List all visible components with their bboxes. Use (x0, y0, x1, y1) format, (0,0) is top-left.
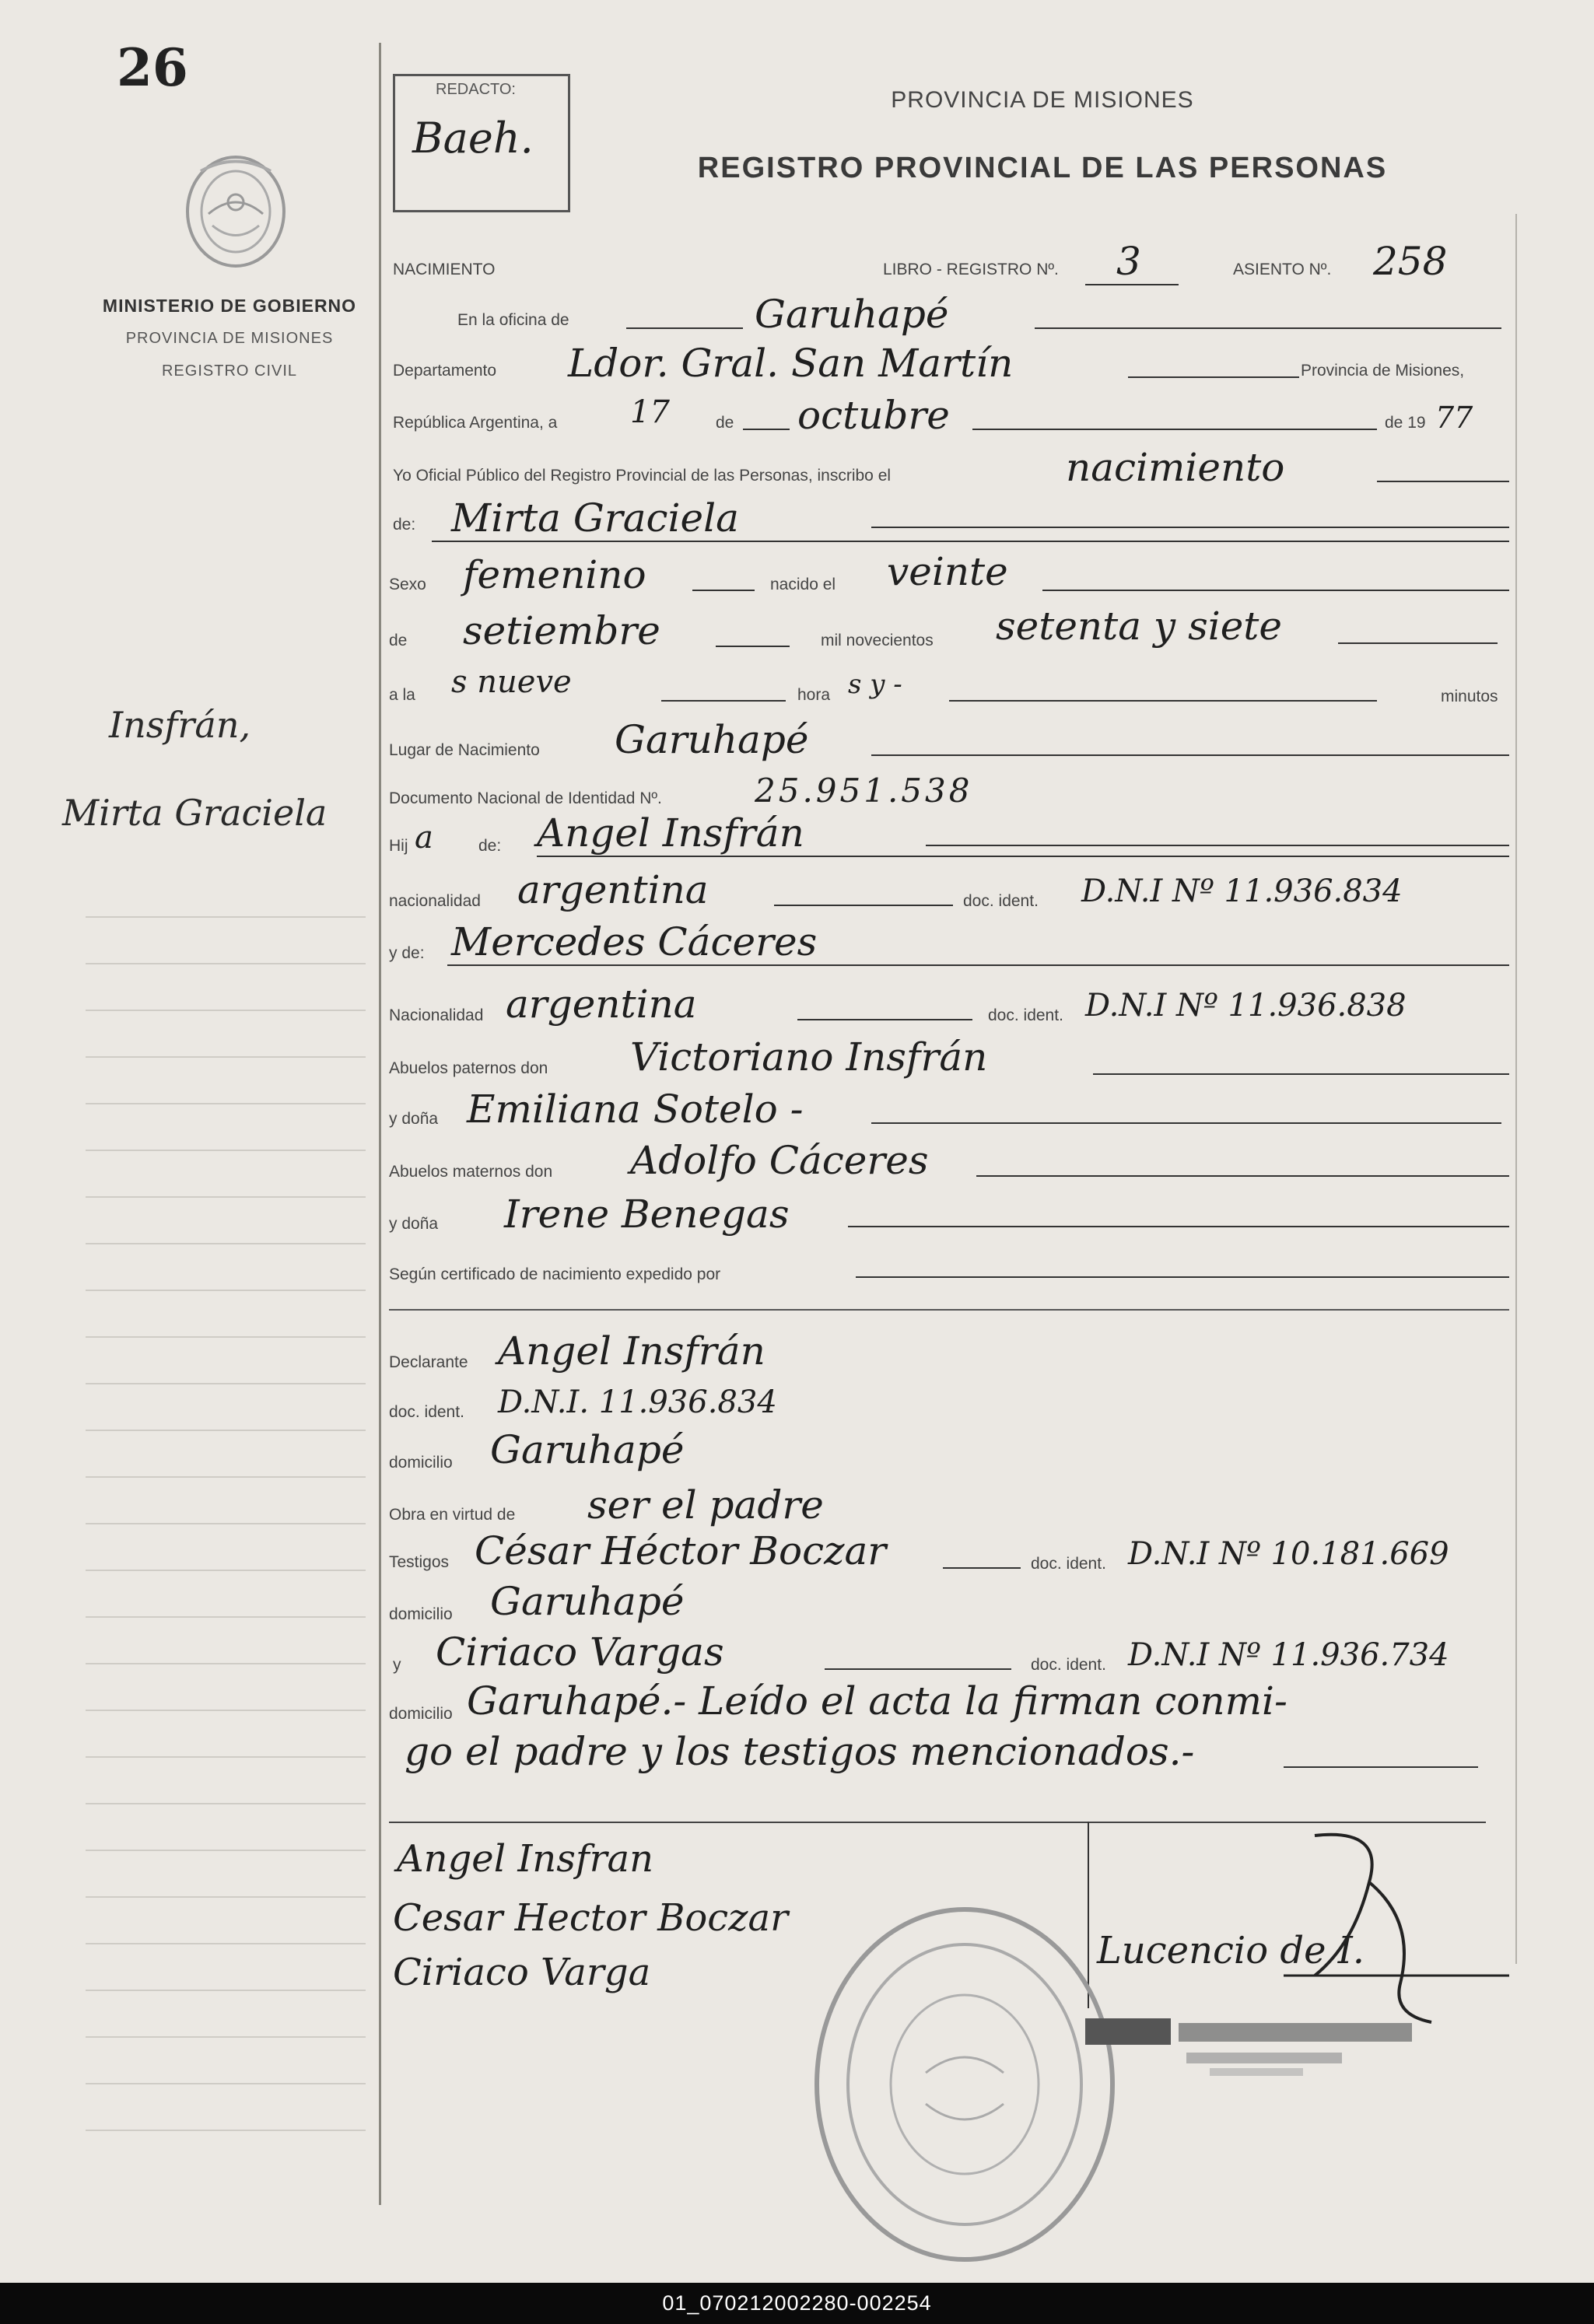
minutos-label: minutos (1441, 688, 1498, 705)
yo-oficial-label: Yo Oficial Público del Registro Provincial de las Personas, inscribo el (393, 467, 892, 485)
nacionalidad1-label: nacionalidad (389, 892, 481, 910)
row-closing (389, 1729, 1513, 1785)
signature-testigo-1: Cesar Hector Boczar (393, 1896, 789, 1940)
row-nacionalidad-padre (389, 867, 1513, 922)
y-label: y (393, 1656, 401, 1674)
row-nacionalidad-madre (389, 982, 1513, 1036)
anio-value: 77 (1435, 401, 1473, 435)
de2-label: de: (393, 516, 416, 534)
obra-value: ser el padre (587, 1482, 824, 1528)
nacionalidad1-dash (774, 905, 953, 906)
padre-dash (926, 845, 1509, 846)
mes-nac-value: setiembre (463, 608, 660, 653)
coat-of-arms-icon (177, 148, 294, 276)
abuelo-m-dash (976, 1175, 1509, 1177)
de-label: de (716, 414, 734, 432)
oficina-value: Garuhapé (755, 292, 949, 337)
row-dni (389, 770, 1513, 817)
nacionalidad1-value: argentina (517, 867, 709, 912)
testigo2-dash (825, 1668, 1011, 1670)
dia-value: 17 (630, 394, 670, 430)
departamento-dash (1128, 376, 1299, 378)
nombre-dash (871, 527, 1509, 528)
docident4-value: D.N.I Nº 10.181.669 (1128, 1536, 1449, 1572)
de-anio-label: de 19 (1385, 414, 1426, 432)
abuela-m-dash (848, 1226, 1509, 1227)
inscribo-value: nacimiento (1066, 445, 1285, 490)
margin-note-surname: Insfrán, (109, 704, 251, 746)
padre-value: Angel Insfrán (537, 810, 804, 856)
redacto-label: REDACTO: (436, 81, 516, 98)
madre-underline (447, 964, 1509, 966)
asiento-label: ASIENTO Nº. (1233, 261, 1332, 278)
signature-separator (389, 1822, 1486, 1823)
de4-label: de: (478, 837, 502, 855)
departamento-label: Departamento (393, 362, 497, 380)
abuela-m-value: Irene Benegas (504, 1192, 790, 1237)
oficina-dash-left (626, 327, 743, 329)
row-doc-declarante (389, 1386, 1513, 1433)
obra-label: Obra en virtud de (389, 1506, 516, 1524)
domicilio2-label: domicilio (389, 1605, 453, 1623)
mes-value: octubre (797, 393, 950, 438)
row-nombre (389, 495, 1513, 548)
domicilio3-label: domicilio (389, 1705, 453, 1723)
ydona2-label: y doña (389, 1215, 439, 1233)
anio-nac-dash (1338, 642, 1498, 644)
nacimiento-label: NACIMIENTO (393, 261, 496, 278)
abuelo-p-dash (1093, 1073, 1509, 1075)
nombre-underline (432, 541, 1509, 542)
testigos-label: Testigos (389, 1553, 450, 1571)
row-madre (389, 919, 1513, 972)
libro-label: LIBRO - REGISTRO Nº. (883, 261, 1059, 278)
hij-value: a (415, 820, 433, 856)
row-libro (389, 239, 1513, 299)
header-province: PROVINCIA DE MISIONES (891, 87, 1194, 113)
yde-label: y de: (389, 944, 425, 962)
closing-value: go el padre y los testigos mencionados.- (405, 1729, 1195, 1774)
official-stamp-icon (809, 1902, 1120, 2267)
ala-dash (661, 700, 786, 702)
asiento-value: 258 (1373, 239, 1448, 284)
redacto-initials: Baeh. (412, 114, 534, 163)
row-sexo (389, 549, 1513, 605)
row-oficina (389, 292, 1513, 346)
libro-line (1085, 284, 1179, 285)
page-number: 26 (117, 37, 188, 98)
abuelos-p-label: Abuelos paternos don (389, 1059, 548, 1077)
ydona1-label: y doña (389, 1110, 439, 1128)
row-abuela-paterna (389, 1087, 1513, 1139)
row-declarante (389, 1328, 1513, 1383)
signature-declarante: Angel Insfran (397, 1837, 654, 1881)
lugar-dash (871, 754, 1509, 756)
row-hora (389, 664, 1513, 716)
ministry-office: REGISTRO CIVIL (161, 362, 298, 380)
hora-dash (949, 700, 1377, 702)
ala-value: s nueve (451, 664, 572, 700)
libro-value: 3 (1116, 239, 1141, 284)
row-domicilio-testigo-1 (389, 1579, 1513, 1633)
row-certificado (389, 1248, 1513, 1295)
declarante-label: Declarante (389, 1353, 468, 1371)
margin-rule (379, 43, 381, 2205)
mil-label: mil novecientos (821, 632, 934, 649)
margin-note-given-name: Mirta Graciela (62, 792, 328, 834)
lugar-label: Lugar de Nacimiento (389, 741, 540, 759)
segun-dash (856, 1276, 1509, 1278)
footer-id: 01_070212002280-002254 (0, 2283, 1594, 2324)
abuela-p-dash (871, 1122, 1501, 1124)
nombre-value: Mirta Graciela (451, 495, 739, 541)
closing-dash (1284, 1766, 1478, 1768)
anio-nac-value: setenta y siete (996, 604, 1282, 649)
row-padre (389, 810, 1513, 863)
nacionalidad2-value: argentina (506, 982, 697, 1027)
docident5-label: doc. ident. (1031, 1656, 1106, 1674)
declarante-value: Angel Insfrán (498, 1328, 765, 1374)
sexo-label: Sexo (389, 576, 426, 593)
testigo1-dash (943, 1567, 1021, 1569)
docident3-value: D.N.I. 11.936.834 (498, 1384, 777, 1420)
row-domicilio-testigo-2 (389, 1678, 1513, 1733)
abuelo-m-value: Adolfo Cáceres (630, 1138, 929, 1183)
nacionalidad2-label: Nacionalidad (389, 1006, 484, 1024)
row-fecha (389, 393, 1513, 447)
sexo-value: femenino (463, 552, 646, 597)
nacionalidad2-dash (797, 1019, 972, 1020)
oficina-dash-right (1035, 327, 1501, 329)
nacido-label: nacido el (770, 576, 836, 593)
sexo-dash (692, 590, 755, 591)
officer-stamp-icon (1085, 2018, 1428, 2081)
left-margin-lines (86, 871, 366, 2131)
hora-value: s y - (848, 669, 902, 700)
row-domicilio-declarante (389, 1427, 1513, 1482)
docident2-label: doc. ident. (988, 1006, 1063, 1024)
row-testigo-2 (389, 1629, 1513, 1684)
abuelos-m-label: Abuelos maternos don (389, 1163, 553, 1181)
ministry-name: MINISTERIO DE GOBIERNO (102, 296, 357, 316)
row-abuela-materna (389, 1192, 1513, 1244)
docident4-label: doc. ident. (1031, 1555, 1106, 1573)
ministry-province: PROVINCIA DE MISIONES (125, 330, 334, 347)
lugar-value: Garuhapé (615, 717, 809, 762)
header-title: REGISTRO PROVINCIAL DE LAS PERSONAS (697, 152, 1388, 184)
provincia-label: Provincia de Misiones, (1301, 362, 1465, 380)
domicilio1-label: domicilio (389, 1454, 453, 1472)
ministry-header (93, 289, 366, 387)
docident2-value: D.N.I Nº 11.936.838 (1085, 988, 1407, 1024)
hora-label: hora (797, 686, 831, 704)
hij-label: Hij (389, 837, 408, 855)
row-abuelo-paterno (389, 1034, 1513, 1089)
de3-label: de (389, 632, 408, 649)
row-departamento (389, 341, 1513, 397)
right-rule (1515, 214, 1517, 1964)
row-abuelo-materno (389, 1138, 1513, 1192)
mes-dash (743, 429, 790, 430)
row-inscribo (389, 445, 1513, 498)
madre-value: Mercedes Cáceres (451, 919, 818, 964)
docident5-value: D.N.I Nº 11.936.734 (1128, 1637, 1449, 1673)
mes-nac-dash (716, 646, 790, 647)
oficina-label: En la oficina de (457, 311, 569, 329)
docident1-label: doc. ident. (963, 892, 1039, 910)
row-mes-nacimiento (389, 604, 1513, 661)
abuela-p-value: Emiliana Sotelo - (467, 1087, 804, 1132)
domicilio2-value: Garuhapé (490, 1579, 685, 1624)
testigo1-value: César Héctor Boczar (475, 1528, 887, 1573)
ala-label: a la (389, 686, 415, 704)
inscribo-dash (1377, 481, 1509, 482)
abuelo-p-value: Victoriano Insfrán (630, 1034, 988, 1080)
republica-label: República Argentina, a (393, 414, 558, 432)
nacido-value: veinte (887, 549, 1008, 594)
segun-line-2 (389, 1309, 1509, 1311)
domicilio3-value: Garuhapé.- Leído el acta la firman conmi- (467, 1678, 1287, 1724)
docident1-value: D.N.I Nº 11.936.834 (1081, 873, 1403, 909)
row-testigo-1 (389, 1528, 1513, 1583)
departamento-value: Ldor. Gral. San Martín (568, 341, 1014, 386)
row-lugar (389, 717, 1513, 768)
officer-flourish-icon (1284, 1828, 1517, 2030)
dni-value: 25.951.538 (755, 772, 973, 810)
signature-testigo-2: Ciriaco Varga (393, 1951, 651, 1994)
docident3-label: doc. ident. (389, 1403, 464, 1421)
signature-officer: Lucencio de I. (1097, 1929, 1365, 1972)
testigo2-value: Ciriaco Vargas (436, 1629, 724, 1675)
redacto-box (393, 74, 570, 212)
domicilio1-value: Garuhapé (490, 1427, 685, 1472)
segun-label: Según certificado de nacimiento expedido por (389, 1265, 721, 1283)
nacido-dash (1042, 590, 1509, 591)
fecha-dash (972, 429, 1377, 430)
padre-underline (537, 856, 1509, 857)
dni-label: Documento Nacional de Identidad Nº. (389, 789, 662, 807)
row-obra (389, 1482, 1513, 1534)
